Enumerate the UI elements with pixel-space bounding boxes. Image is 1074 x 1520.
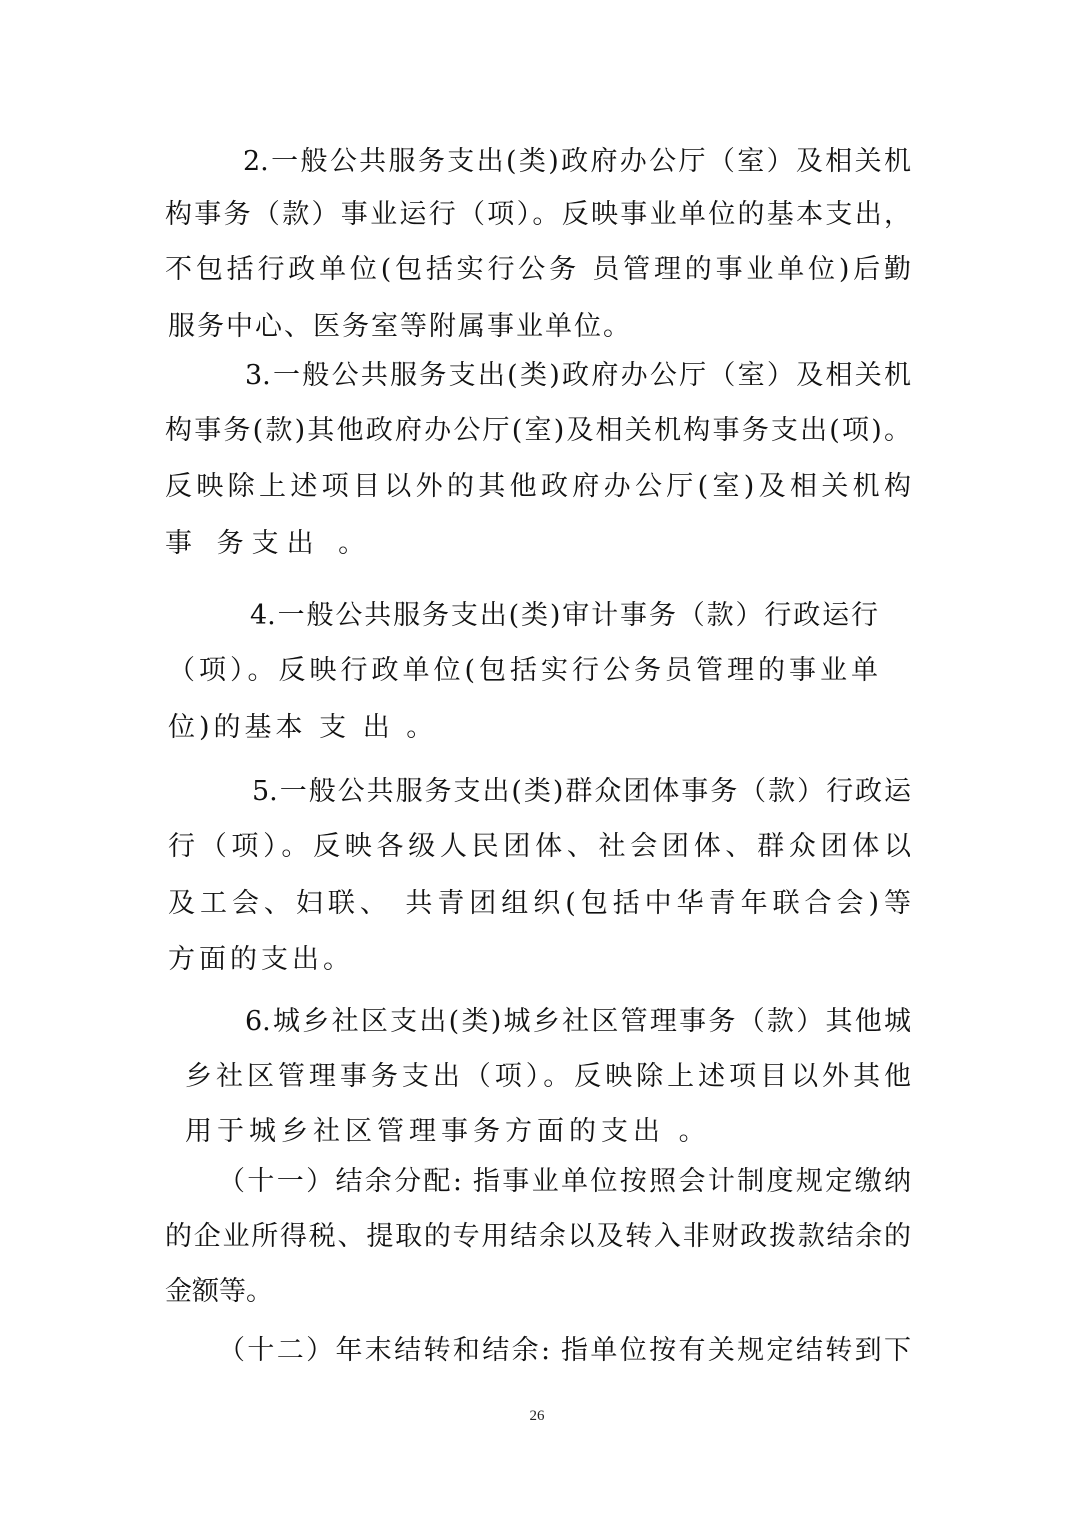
item-6-line-3: 用于城乡社区管理事务方面的支出 。 — [185, 1116, 711, 1147]
item-5-line-3: 及工会、妇联、 共青团组织(包括中华青年联合会)等 — [168, 888, 911, 919]
item-5-line-4: 方面的支出。 — [168, 944, 354, 975]
page-number: 26 — [529, 1408, 545, 1424]
item-5-line-1: 5.一般公共服务支出(类)群众团体事务（款）行政运 — [252, 776, 911, 807]
item-3-line-3: 反映除上述项目以外的其他政府办公厅(室)及相关机构 — [165, 471, 911, 502]
item-4-line-2: （项）。反映行政单位(包括实行公务员管理的事业单 — [168, 655, 878, 686]
item-3-line-1: 3.一般公共服务支出(类)政府办公厅（室）及相关机 — [245, 360, 911, 391]
item-11-line-3: 金额等。 — [165, 1276, 273, 1307]
item-3-line-2: 构事务(款)其他政府办公厅(室)及相关机构事务支出(项)。 — [165, 415, 911, 446]
item-6-line-1: 6.城乡社区支出(类)城乡社区管理事务（款）其他城 — [245, 1006, 911, 1037]
item-5-line-2: 行（项）。反映各级人民团体、社会团体、群众团体以 — [168, 831, 911, 862]
item-2-line-3: 不包括行政单位(包括实行公务 员管理的事业单位)后勤 — [165, 254, 911, 285]
item-4-line-1: 4.一般公共服务支出(类)审计事务（款）行政运行 — [250, 600, 878, 631]
item-2-line-1: 2.一般公共服务支出(类)政府办公厅（室）及相关机 — [243, 146, 911, 177]
item-6-line-2: 乡社区管理事务支出（项）。反映除上述项目以外其他 — [185, 1061, 911, 1092]
item-11-line-1: （十一）结余分配: 指事业单位按照会计制度规定缴纳 — [218, 1166, 911, 1197]
item-2-line-2: 构事务（款）事业运行（项）。反映事业单位的基本支出， — [165, 199, 911, 230]
item-3-line-4: 事 务支出 。 — [165, 528, 374, 559]
item-12-line-1: （十二）年末结转和结余: 指单位按有关规定结转到下 — [218, 1335, 911, 1366]
item-4-line-3: 位)的基本 支 出 。 — [168, 712, 438, 743]
item-2-line-4: 服务中心、医务室等附属事业单位。 — [168, 311, 632, 342]
item-11-line-2: 的企业所得税、提取的专用结余以及转入非财政拨款结余的 — [165, 1221, 911, 1252]
